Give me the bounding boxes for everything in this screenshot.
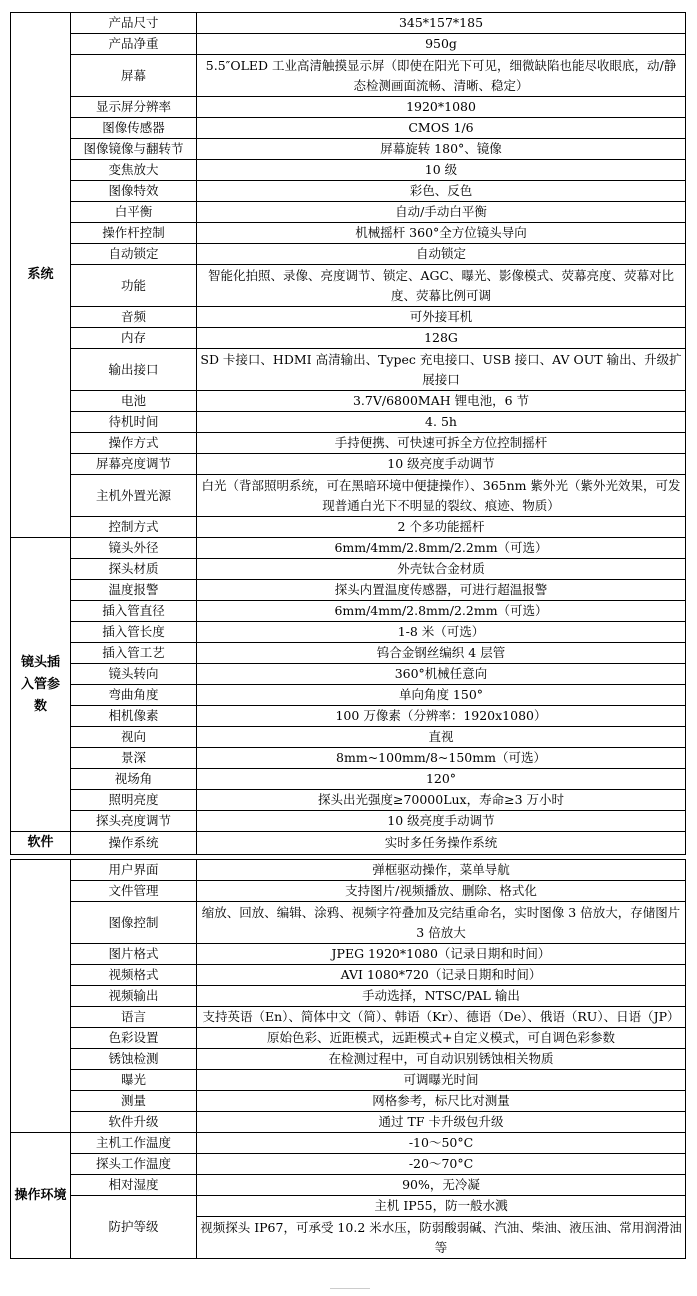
spec-name-cell: 待机时间 <box>71 412 197 433</box>
table-row <box>11 986 686 1007</box>
spec-name-cell: 插入管工艺 <box>71 643 197 664</box>
spec-value-cell: 实时多任务操作系统 <box>197 832 686 855</box>
spec-value-cell: 白光（背部照明系统，可在黑暗环境中便捷操作）、365nm 紫外光（紫外光效果，可发现普通白光下不明显的裂纹、痕迹、物质） <box>197 475 686 517</box>
table-row <box>11 181 686 202</box>
page-footer-mark <box>330 1288 370 1289</box>
table-row <box>11 454 686 475</box>
table-row <box>11 706 686 727</box>
spec-name-cell: 白平衡 <box>71 202 197 223</box>
category-cell: 操作环境 <box>11 1133 71 1259</box>
table-row <box>11 1049 686 1070</box>
spec-value-cell: CMOS 1/6 <box>197 118 686 139</box>
spec-value-cell: 345*157*185 <box>197 13 686 34</box>
spec-value-cell: 4. 5h <box>197 412 686 433</box>
table-row <box>11 55 686 97</box>
spec-name-cell: 插入管直径 <box>71 601 197 622</box>
spec-value-cell: 缩放、回放、编辑、涂鸦、视频字符叠加及完结重命名，实时图像 3 倍放大，存储图片 3 倍放大 <box>197 902 686 944</box>
spec-name-cell: 景深 <box>71 748 197 769</box>
spec-value-cell: 网格参考，标尺比对测量 <box>197 1091 686 1112</box>
table-row <box>11 902 686 944</box>
table-row <box>11 580 686 601</box>
table-row <box>11 790 686 811</box>
spec-name-cell: 相对湿度 <box>71 1175 197 1196</box>
spec-value-cell: 6mm/4mm/2.8mm/2.2mm（可选） <box>197 538 686 559</box>
table-row <box>11 1007 686 1028</box>
table-row <box>11 811 686 832</box>
table-row <box>11 748 686 769</box>
spec-name-cell: 视频输出 <box>71 986 197 1007</box>
spec-name-cell: 主机工作温度 <box>71 1133 197 1154</box>
table-row <box>11 643 686 664</box>
table-row <box>11 860 686 881</box>
table-row <box>11 1091 686 1112</box>
spec-name-cell: 探头工作温度 <box>71 1154 197 1175</box>
table-row <box>11 328 686 349</box>
spec-value-cell: 1920*1080 <box>197 97 686 118</box>
spec-name-cell: 控制方式 <box>71 517 197 538</box>
spec-value-cell: 自动/手动白平衡 <box>197 202 686 223</box>
spec-value-cell: 手持便携、可快速可拆全方位控制摇杆 <box>197 433 686 454</box>
spec-name-cell: 防护等级 <box>71 1196 197 1259</box>
spec-name-cell: 功能 <box>71 265 197 307</box>
table-row <box>11 34 686 55</box>
spec-name-cell: 内存 <box>71 328 197 349</box>
spec-name-cell: 弯曲角度 <box>71 685 197 706</box>
category-cell: 软件 <box>11 832 71 855</box>
table-row <box>11 1133 686 1154</box>
spec-name-cell: 屏幕亮度调节 <box>71 454 197 475</box>
spec-value-cell: 950g <box>197 34 686 55</box>
spec-name-cell: 图像传感器 <box>71 118 197 139</box>
spec-name-cell: 产品净重 <box>71 34 197 55</box>
table-row <box>11 475 686 517</box>
spec-value-cell: -10～50°C <box>197 1133 686 1154</box>
table-row <box>11 1196 686 1217</box>
table-row <box>11 685 686 706</box>
spec-name-cell: 用户界面 <box>71 860 197 881</box>
spec-value-cell: 弹框驱动操作，菜单导航 <box>197 860 686 881</box>
table-row <box>11 832 686 855</box>
spec-value-cell: 支持图片/视频播放、删除、格式化 <box>197 881 686 902</box>
spec-value-cell: 可外接耳机 <box>197 307 686 328</box>
spec-name-cell: 视场角 <box>71 769 197 790</box>
table-row <box>11 433 686 454</box>
spec-name-cell: 色彩设置 <box>71 1028 197 1049</box>
table-row <box>11 944 686 965</box>
spec-value-cell: 2 个多功能摇杆 <box>197 517 686 538</box>
spec-name-cell: 图像特效 <box>71 181 197 202</box>
table-row <box>11 517 686 538</box>
spec-value-cell: 彩色、反色 <box>197 181 686 202</box>
category-cell: 镜头插入管参数 <box>11 538 71 832</box>
spec-name-cell: 操作系统 <box>71 832 197 855</box>
spec-name-cell: 显示屏分辨率 <box>71 97 197 118</box>
table-row <box>11 1028 686 1049</box>
table-row <box>11 965 686 986</box>
table-row <box>11 538 686 559</box>
spec-name-cell: 温度报警 <box>71 580 197 601</box>
spec-name-cell: 变焦放大 <box>71 160 197 181</box>
spec-value-cell: 单向角度 150° <box>197 685 686 706</box>
spec-table-body <box>11 13 686 1259</box>
table-row <box>11 307 686 328</box>
spec-value-cell: 120° <box>197 769 686 790</box>
spec-name-cell: 图片格式 <box>71 944 197 965</box>
spec-value-cell: 主机 IP55，防一般水溅 <box>197 1196 686 1217</box>
category-cell <box>11 860 71 1133</box>
table-row <box>11 412 686 433</box>
table-row <box>11 601 686 622</box>
spec-name-cell: 产品尺寸 <box>71 13 197 34</box>
spec-value-cell: AVI 1080*720（记录日期和时间） <box>197 965 686 986</box>
spec-name-cell: 测量 <box>71 1091 197 1112</box>
spec-value-cell: 机械摇杆 360°全方位镜头导向 <box>197 223 686 244</box>
spec-value-cell: 5.5″OLED 工业高清触摸显示屏（即使在阳光下可见，细微缺陷也能尽收眼底，动/静态检测画面流畅、清晰、稳定） <box>197 55 686 97</box>
table-row <box>11 160 686 181</box>
spec-name-cell: 视频格式 <box>71 965 197 986</box>
spec-name-cell: 语言 <box>71 1007 197 1028</box>
spec-value-cell: 自动锁定 <box>197 244 686 265</box>
spec-value-cell: JPEG 1920*1080（记录日期和时间） <box>197 944 686 965</box>
table-row <box>11 244 686 265</box>
spec-value-cell: 3.7V/6800MAH 锂电池，6 节 <box>197 391 686 412</box>
spec-value-cell: 钨合金钢丝编织 4 层管 <box>197 643 686 664</box>
spec-name-cell: 探头亮度调节 <box>71 811 197 832</box>
spec-value-cell: 1-8 米（可选） <box>197 622 686 643</box>
spec-value-cell: 支持英语（En）、简体中文（简）、韩语（Kr）、德语（De）、俄语（RU）、日语（JP） <box>197 1007 686 1028</box>
spec-value-cell: 10 级亮度手动调节 <box>197 454 686 475</box>
spec-name-cell: 照明亮度 <box>71 790 197 811</box>
spec-name-cell: 镜头外径 <box>71 538 197 559</box>
spec-name-cell: 锈蚀检测 <box>71 1049 197 1070</box>
table-row <box>11 97 686 118</box>
table-row <box>11 13 686 34</box>
table-row <box>11 118 686 139</box>
spec-value-cell: 通过 TF 卡升级包升级 <box>197 1112 686 1133</box>
table-row <box>11 391 686 412</box>
table-row <box>11 202 686 223</box>
spec-value-cell: 128G <box>197 328 686 349</box>
spec-name-cell: 主机外置光源 <box>71 475 197 517</box>
spec-name-cell: 插入管长度 <box>71 622 197 643</box>
table-row <box>11 769 686 790</box>
spec-value-cell: 90%，无冷凝 <box>197 1175 686 1196</box>
table-row <box>11 139 686 160</box>
spec-name-cell: 文件管理 <box>71 881 197 902</box>
table-row <box>11 349 686 391</box>
spec-value-cell: -20～70°C <box>197 1154 686 1175</box>
spec-value-cell: 10 级 <box>197 160 686 181</box>
spec-value-cell: 原始色彩、近距模式，远距模式+自定义模式，可自调色彩参数 <box>197 1028 686 1049</box>
table-row <box>11 559 686 580</box>
spec-name-cell: 镜头转向 <box>71 664 197 685</box>
spec-name-cell: 探头材质 <box>71 559 197 580</box>
spec-value-cell: 8mm~100mm/8~150mm（可选） <box>197 748 686 769</box>
spec-value-cell: 视频探头 IP67，可承受 10.2 米水压，防弱酸弱碱、汽油、柴油、液压油、常用润滑油等 <box>197 1217 686 1259</box>
spec-value-cell: 可调曝光时间 <box>197 1070 686 1091</box>
spec-value-cell: 手动选择，NTSC/PAL 输出 <box>197 986 686 1007</box>
spec-name-cell: 相机像素 <box>71 706 197 727</box>
spec-value-cell: 在检测过程中，可自动识别锈蚀相关物质 <box>197 1049 686 1070</box>
table-row <box>11 664 686 685</box>
spec-name-cell: 电池 <box>71 391 197 412</box>
spec-name-cell: 软件升级 <box>71 1112 197 1133</box>
spec-name-cell: 图像镜像与翻转节 <box>71 139 197 160</box>
table-row <box>11 1175 686 1196</box>
spec-value-cell: 屏幕旋转 180°、镜像 <box>197 139 686 160</box>
spec-table <box>10 12 686 1259</box>
spec-name-cell: 自动锁定 <box>71 244 197 265</box>
table-row <box>11 1154 686 1175</box>
spec-value-cell: SD 卡接口、HDMI 高清输出、Typec 充电接口、USB 接口、AV OUT 输出、升级扩展接口 <box>197 349 686 391</box>
table-row <box>11 1112 686 1133</box>
spec-name-cell: 音频 <box>71 307 197 328</box>
spec-value-cell: 100 万像素（分辨率：1920x1080） <box>197 706 686 727</box>
spec-name-cell: 图像控制 <box>71 902 197 944</box>
spec-value-cell: 探头出光强度≥70000Lux，寿命≥3 万小时 <box>197 790 686 811</box>
spec-value-cell: 探头内置温度传感器，可进行超温报警 <box>197 580 686 601</box>
table-row <box>11 727 686 748</box>
spec-name-cell: 视向 <box>71 727 197 748</box>
spec-name-cell: 曝光 <box>71 1070 197 1091</box>
table-row <box>11 881 686 902</box>
spec-value-cell: 外壳钛合金材质 <box>197 559 686 580</box>
spec-value-cell: 6mm/4mm/2.8mm/2.2mm（可选） <box>197 601 686 622</box>
table-row <box>11 1070 686 1091</box>
table-row <box>11 265 686 307</box>
spec-name-cell: 操作方式 <box>71 433 197 454</box>
category-cell: 系统 <box>11 13 71 538</box>
spec-name-cell: 输出接口 <box>71 349 197 391</box>
spec-name-cell: 屏幕 <box>71 55 197 97</box>
spec-value-cell: 360°机械任意向 <box>197 664 686 685</box>
spec-name-cell: 操作杆控制 <box>71 223 197 244</box>
table-row <box>11 622 686 643</box>
spec-value-cell: 10 级亮度手动调节 <box>197 811 686 832</box>
table-row <box>11 223 686 244</box>
spec-value-cell: 直视 <box>197 727 686 748</box>
spec-value-cell: 智能化拍照、录像、亮度调节、锁定、AGC、曝光、影像模式、荧幕亮度、荧幕对比度、荧幕比例可调 <box>197 265 686 307</box>
